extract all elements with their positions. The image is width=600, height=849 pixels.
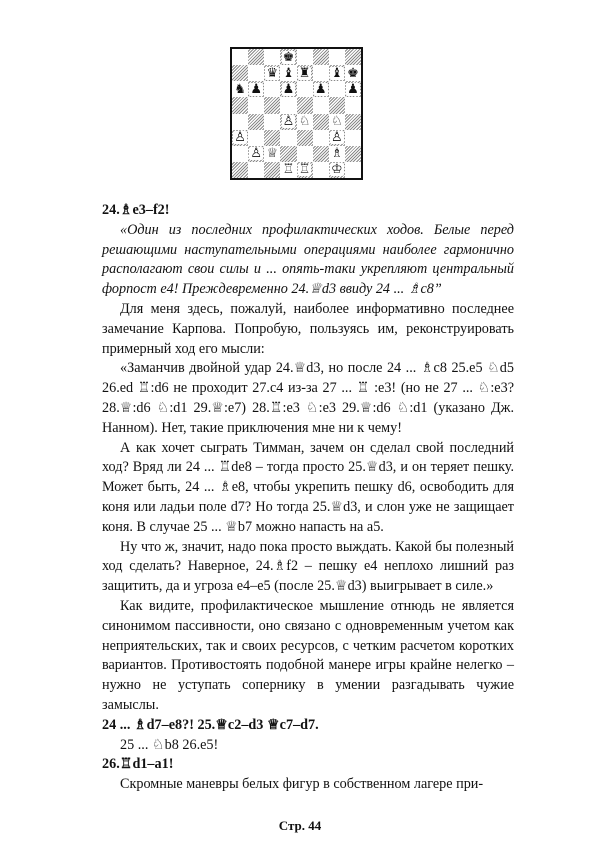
chess-piece: ♙ [250, 146, 263, 162]
variation-line: 25 ... ♘b8 26.e5! [120, 736, 219, 753]
move-line: 26.♖d1–a1! [102, 756, 174, 773]
board-square [280, 114, 296, 130]
board-square [297, 97, 313, 113]
chess-piece: ♛ [266, 65, 279, 81]
board-square [232, 49, 248, 65]
page-number: Стр. 44 [278, 818, 322, 833]
board-square [313, 146, 329, 162]
chess-piece: ♙ [234, 130, 246, 146]
board-square [297, 146, 313, 162]
board-square [232, 65, 248, 81]
board-square [232, 162, 248, 178]
board-square [264, 97, 280, 113]
board-square [345, 65, 361, 81]
chess-piece: ♚ [347, 65, 359, 81]
board-square [329, 130, 345, 146]
board-square [280, 97, 296, 113]
board-square [345, 114, 361, 130]
chess-piece: ♞ [234, 81, 246, 97]
chess-piece: ♝ [282, 65, 295, 81]
chess-piece: ♗ [330, 146, 343, 162]
board-square [329, 97, 345, 113]
board-square [297, 130, 313, 146]
board-square [280, 49, 296, 65]
chess-piece: ♟ [347, 81, 359, 97]
board-square [329, 65, 345, 81]
move-line: 24.♗e3–f2! [102, 202, 170, 218]
board-square [280, 130, 296, 146]
board-square [297, 162, 313, 178]
board-square [264, 130, 280, 146]
board-square [345, 146, 361, 162]
board-square [232, 97, 248, 113]
board-square [264, 114, 280, 130]
chess-piece: ♙ [330, 130, 343, 146]
board-square [232, 81, 248, 97]
chess-piece: ♙ [282, 114, 295, 130]
board-square [329, 49, 345, 65]
move-line: 24 ... ♗d7–e8?! 25.♕c2–d3 ♕c7–d7. [102, 716, 319, 733]
board-square [297, 65, 313, 81]
board-square [248, 97, 264, 113]
quote-paragraph: «Один из последних профилактических ходов. Белые перед решающими наступательными операциями наиболее гармонично располагают свои силы и ... опять-таки укрепляют центральный форпост е4! Преждевременно 24.♕d3 ввиду 24 ... ♗c8” [102, 221, 514, 298]
board-square [248, 130, 264, 146]
board-square [313, 114, 329, 130]
chess-piece: ♟ [314, 81, 327, 97]
chess-piece: ♟ [250, 81, 263, 97]
chess-piece: ♝ [330, 65, 343, 81]
board-square [232, 130, 248, 146]
board-square [297, 49, 313, 65]
board-square [313, 49, 329, 65]
board-square [313, 97, 329, 113]
board-square [313, 81, 329, 97]
chess-diagram [230, 47, 363, 180]
board-square [329, 146, 345, 162]
board-square [297, 114, 313, 130]
board-square [264, 65, 280, 81]
board-square [345, 130, 361, 146]
body-paragraph: «Заманчив двойной удар 24.♕d3, но после 24 ... ♗c8 25.e5 ♘d5 26.ed ♖:d6 не проходит 27.c4 из-за 27 ... ♖ :e3! (но не 27 ... ♘:e3? 28.♕:d6 ♘:d1 29.♕:e7) 28.♖:e3 ♘:e3 29.♕:d6 ♘:d1 (указано Дж. Нанном). Нет, такие приключения мне ни к чему! [102, 360, 514, 436]
board-square [248, 162, 264, 178]
board-square [232, 146, 248, 162]
page-text [102, 201, 514, 795]
board-square [280, 146, 296, 162]
board-square [248, 49, 264, 65]
board-square [280, 65, 296, 81]
chess-piece: ♘ [298, 114, 311, 130]
board-square [345, 97, 361, 113]
chess-piece: ♖ [282, 162, 295, 178]
board-square [264, 146, 280, 162]
board-square [264, 49, 280, 65]
chess-piece: ♖ [298, 162, 311, 178]
board-square [329, 81, 345, 97]
chess-piece: ♜ [298, 65, 311, 81]
board-square [264, 162, 280, 178]
chess-piece: ♘ [330, 114, 343, 130]
board-square [280, 162, 296, 178]
board-square [345, 162, 361, 178]
board-square [248, 146, 264, 162]
board-square [248, 81, 264, 97]
board-square [232, 114, 248, 130]
body-paragraph: Как видите, профилактическое мышление отнюдь не является синонимом пассивности, оно связано с одновременным учетом как неприятельских, так и своих ресурсов, с четким расчетом коротких вариантов. Противостоять подобной манере игры крайне нелегко – нужно не уступать сопернику в умении разгадывать чужие замыслы. [102, 597, 514, 713]
body-paragraph: Скромные маневры белых фигур в собственном лагере при- [120, 776, 484, 793]
board-square [264, 81, 280, 97]
board-square [248, 114, 264, 130]
board-square [280, 81, 296, 97]
board-square [329, 114, 345, 130]
chess-piece: ♔ [330, 162, 343, 178]
board-square [313, 65, 329, 81]
chess-piece: ♟ [282, 81, 295, 97]
board-square [329, 162, 345, 178]
board-square [313, 162, 329, 178]
board-square [345, 49, 361, 65]
chess-piece: ♚ [282, 49, 295, 65]
board-square [313, 130, 329, 146]
body-paragraph: Для меня здесь, пожалуй, наиболее информативно последнее замечание Карпова. Попробую, пользуясь им, реконструировать примерный ход его мысли: [102, 300, 514, 357]
body-paragraph: Ну что ж, значит, надо пока просто выждать. Какой бы полезный ход сделать? Наверное, 24.♗f2 – пешку е4 неплохо лишний раз защитить, да и угроза е4–е5 (после 25.♕d3) выигрывает в силе.» [102, 538, 514, 595]
board-square [297, 81, 313, 97]
body-paragraph: А как хочет сыграть Тимман, зачем он сделал свой последний ход? Вряд ли 24 ... ♖de8 – тогда просто 25.♕d3, и он теряет пешку. Может быть, 24 ... ♗e8, чтобы укрепить пешку d6, освободить для коня или ладьи поле d7? Но тогда 25.♕d3, и слон уже не защищает коня. В случае 25 ... ♕b7 можно напасть на a5. [102, 439, 514, 535]
chess-piece: ♕ [266, 146, 279, 162]
board-square [248, 65, 264, 81]
board-square [345, 81, 361, 97]
